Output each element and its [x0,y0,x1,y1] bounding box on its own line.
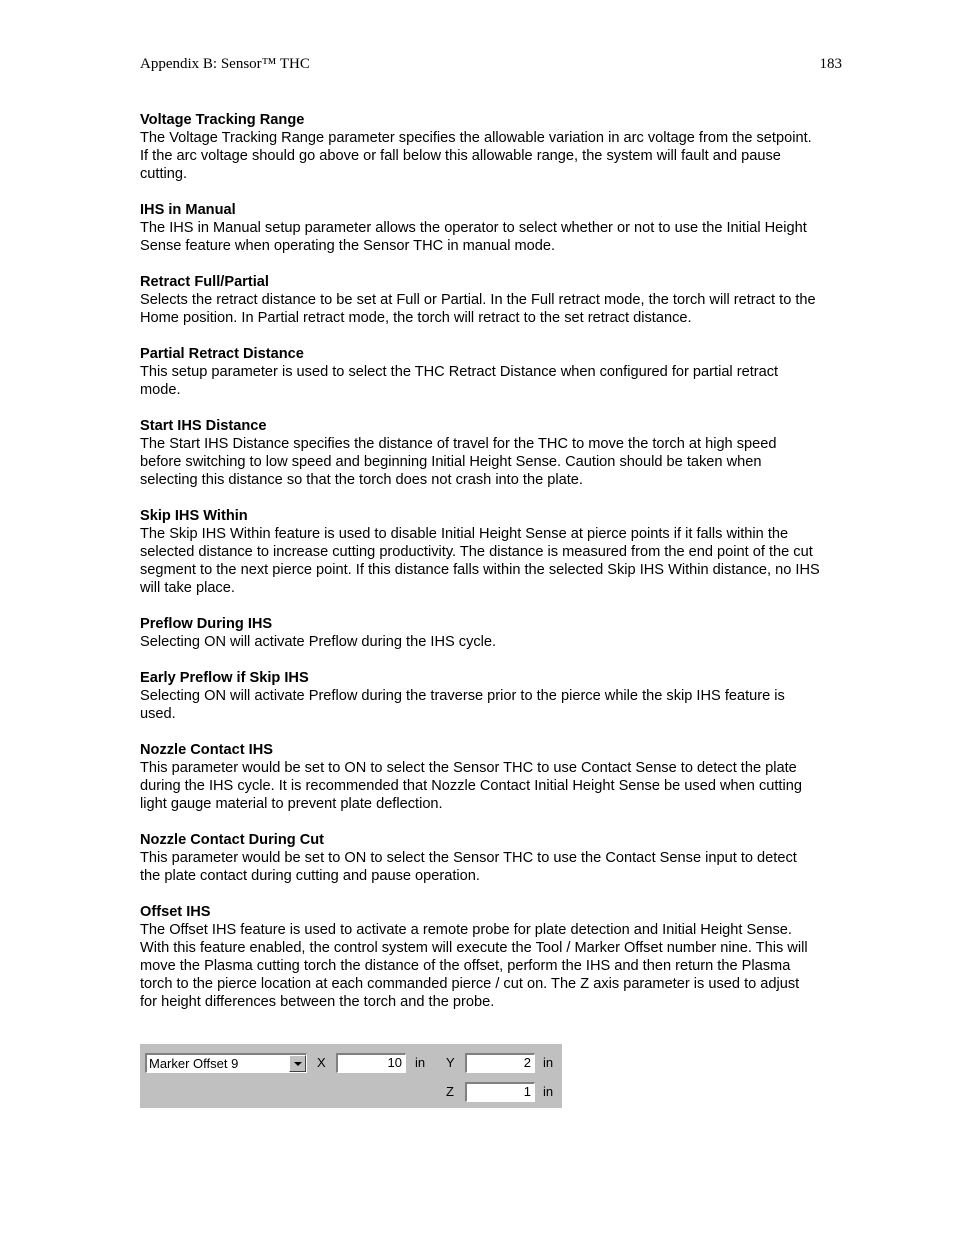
section-partial-retract-distance [140,345,820,399]
section-heading: IHS in Manual [140,202,236,218]
section-heading: Start IHS Distance [140,418,267,434]
offset-select[interactable] [145,1053,307,1073]
section-skip-ihs-within [140,507,820,597]
section-ihs-in-manual [140,201,820,255]
section-heading: Early Preflow if Skip IHS [140,670,309,686]
section-text: This parameter would be set to ON to select the Sensor THC to use the Contact Sense input to detect the plate contact during cutting and pause operation. [140,850,797,884]
x-label: X [317,1055,326,1070]
page-number: 183 [819,56,842,72]
section-offset-ihs [140,903,820,1011]
section-text: Selects the retract distance to be set at Full or Partial. In the Full retract mode, the torch will retract to the Home position. In Partial retract mode, the torch will retract to the set retract distance. [140,292,816,326]
y-label: Y [446,1055,455,1070]
header-title: Appendix B: Sensor™ THC [140,56,310,72]
section-text: The Voltage Tracking Range parameter specifies the allowable variation in arc voltage from the setpoint. If the arc voltage should go above or fall below this allowable range, the system will fault and pause cutting. [140,130,812,182]
section-start-ihs-distance [140,417,820,489]
section-text: This setup parameter is used to select the THC Retract Distance when configured for partial retract mode. [140,364,779,398]
section-heading: Preflow During IHS [140,616,273,632]
z-offset-input[interactable]: 1 [465,1082,535,1102]
section-heading: Nozzle Contact During Cut [140,832,325,848]
section-text: The IHS in Manual setup parameter allows the operator to select whether or not to use the Initial Height Sense feature when operating the Sensor THC in manual mode. [140,220,807,254]
dropdown-button[interactable] [289,1055,306,1072]
z-unit-label: in [543,1084,554,1099]
section-text: This parameter would be set to ON to select the Sensor THC to use Contact Sense to detect the plate during the IHS cycle. It is recommended that Nozzle Contact Initial Height Sense be used when cutting light gauge material to prevent plate deflection. [140,760,802,812]
section-heading: Retract Full/Partial [140,274,269,290]
y-offset-input[interactable]: 2 [465,1053,535,1073]
section-early-preflow-if-skip-ihs [140,669,820,723]
z-label: Z [446,1084,454,1099]
section-heading: Partial Retract Distance [140,346,304,362]
section-heading: Skip IHS Within [140,508,248,524]
offset-settings-panel [140,1044,562,1108]
section-text: Selecting ON will activate Preflow during the IHS cycle. [140,634,497,650]
section-voltage-tracking-range [140,111,820,183]
section-text: Selecting ON will activate Preflow during the traverse prior to the pierce while the skip IHS feature is used. [140,688,785,722]
offset-select-value: Marker Offset 9 [149,1056,239,1071]
section-nozzle-contact-during-cut [140,831,820,885]
document-body [140,111,820,1029]
section-preflow-during-ihs [140,615,820,651]
section-nozzle-contact-ihs [140,741,820,813]
section-text: The Start IHS Distance specifies the distance of travel for the THC to move the torch at high speed before switching to low speed and beginning Initial Height Sense. Caution should be taken when selecting this distance so that the torch does not crash into the plate. [140,436,777,488]
y-unit-label: in [543,1055,554,1070]
section-heading: Voltage Tracking Range [140,112,305,128]
section-retract-full-partial [140,273,820,327]
section-text: The Offset IHS feature is used to activate a remote probe for plate detection and Initial Height Sense. With this feature enabled, the control system will execute the Tool / Marker Offset number nine. This will move the Plasma cutting torch the distance of the offset, perform the IHS and then return the Plasma torch to the pierce location at each commanded pierce / cut on. The Z axis parameter is used to adjust for height differences between the torch and the probe. [140,922,808,1010]
section-text: The Skip IHS Within feature is used to disable Initial Height Sense at pierce points if it falls within the selected distance to increase cutting productivity. The distance is measured from the end point of the cut segment to the next pierce point. If this distance falls within the selected Skip IHS Within distance, no IHS will take place. [140,526,820,596]
chevron-down-icon [294,1062,302,1066]
section-heading: Offset IHS [140,904,211,920]
x-unit-label: in [415,1055,426,1070]
x-offset-input[interactable]: 10 [336,1053,406,1073]
section-heading: Nozzle Contact IHS [140,742,273,758]
